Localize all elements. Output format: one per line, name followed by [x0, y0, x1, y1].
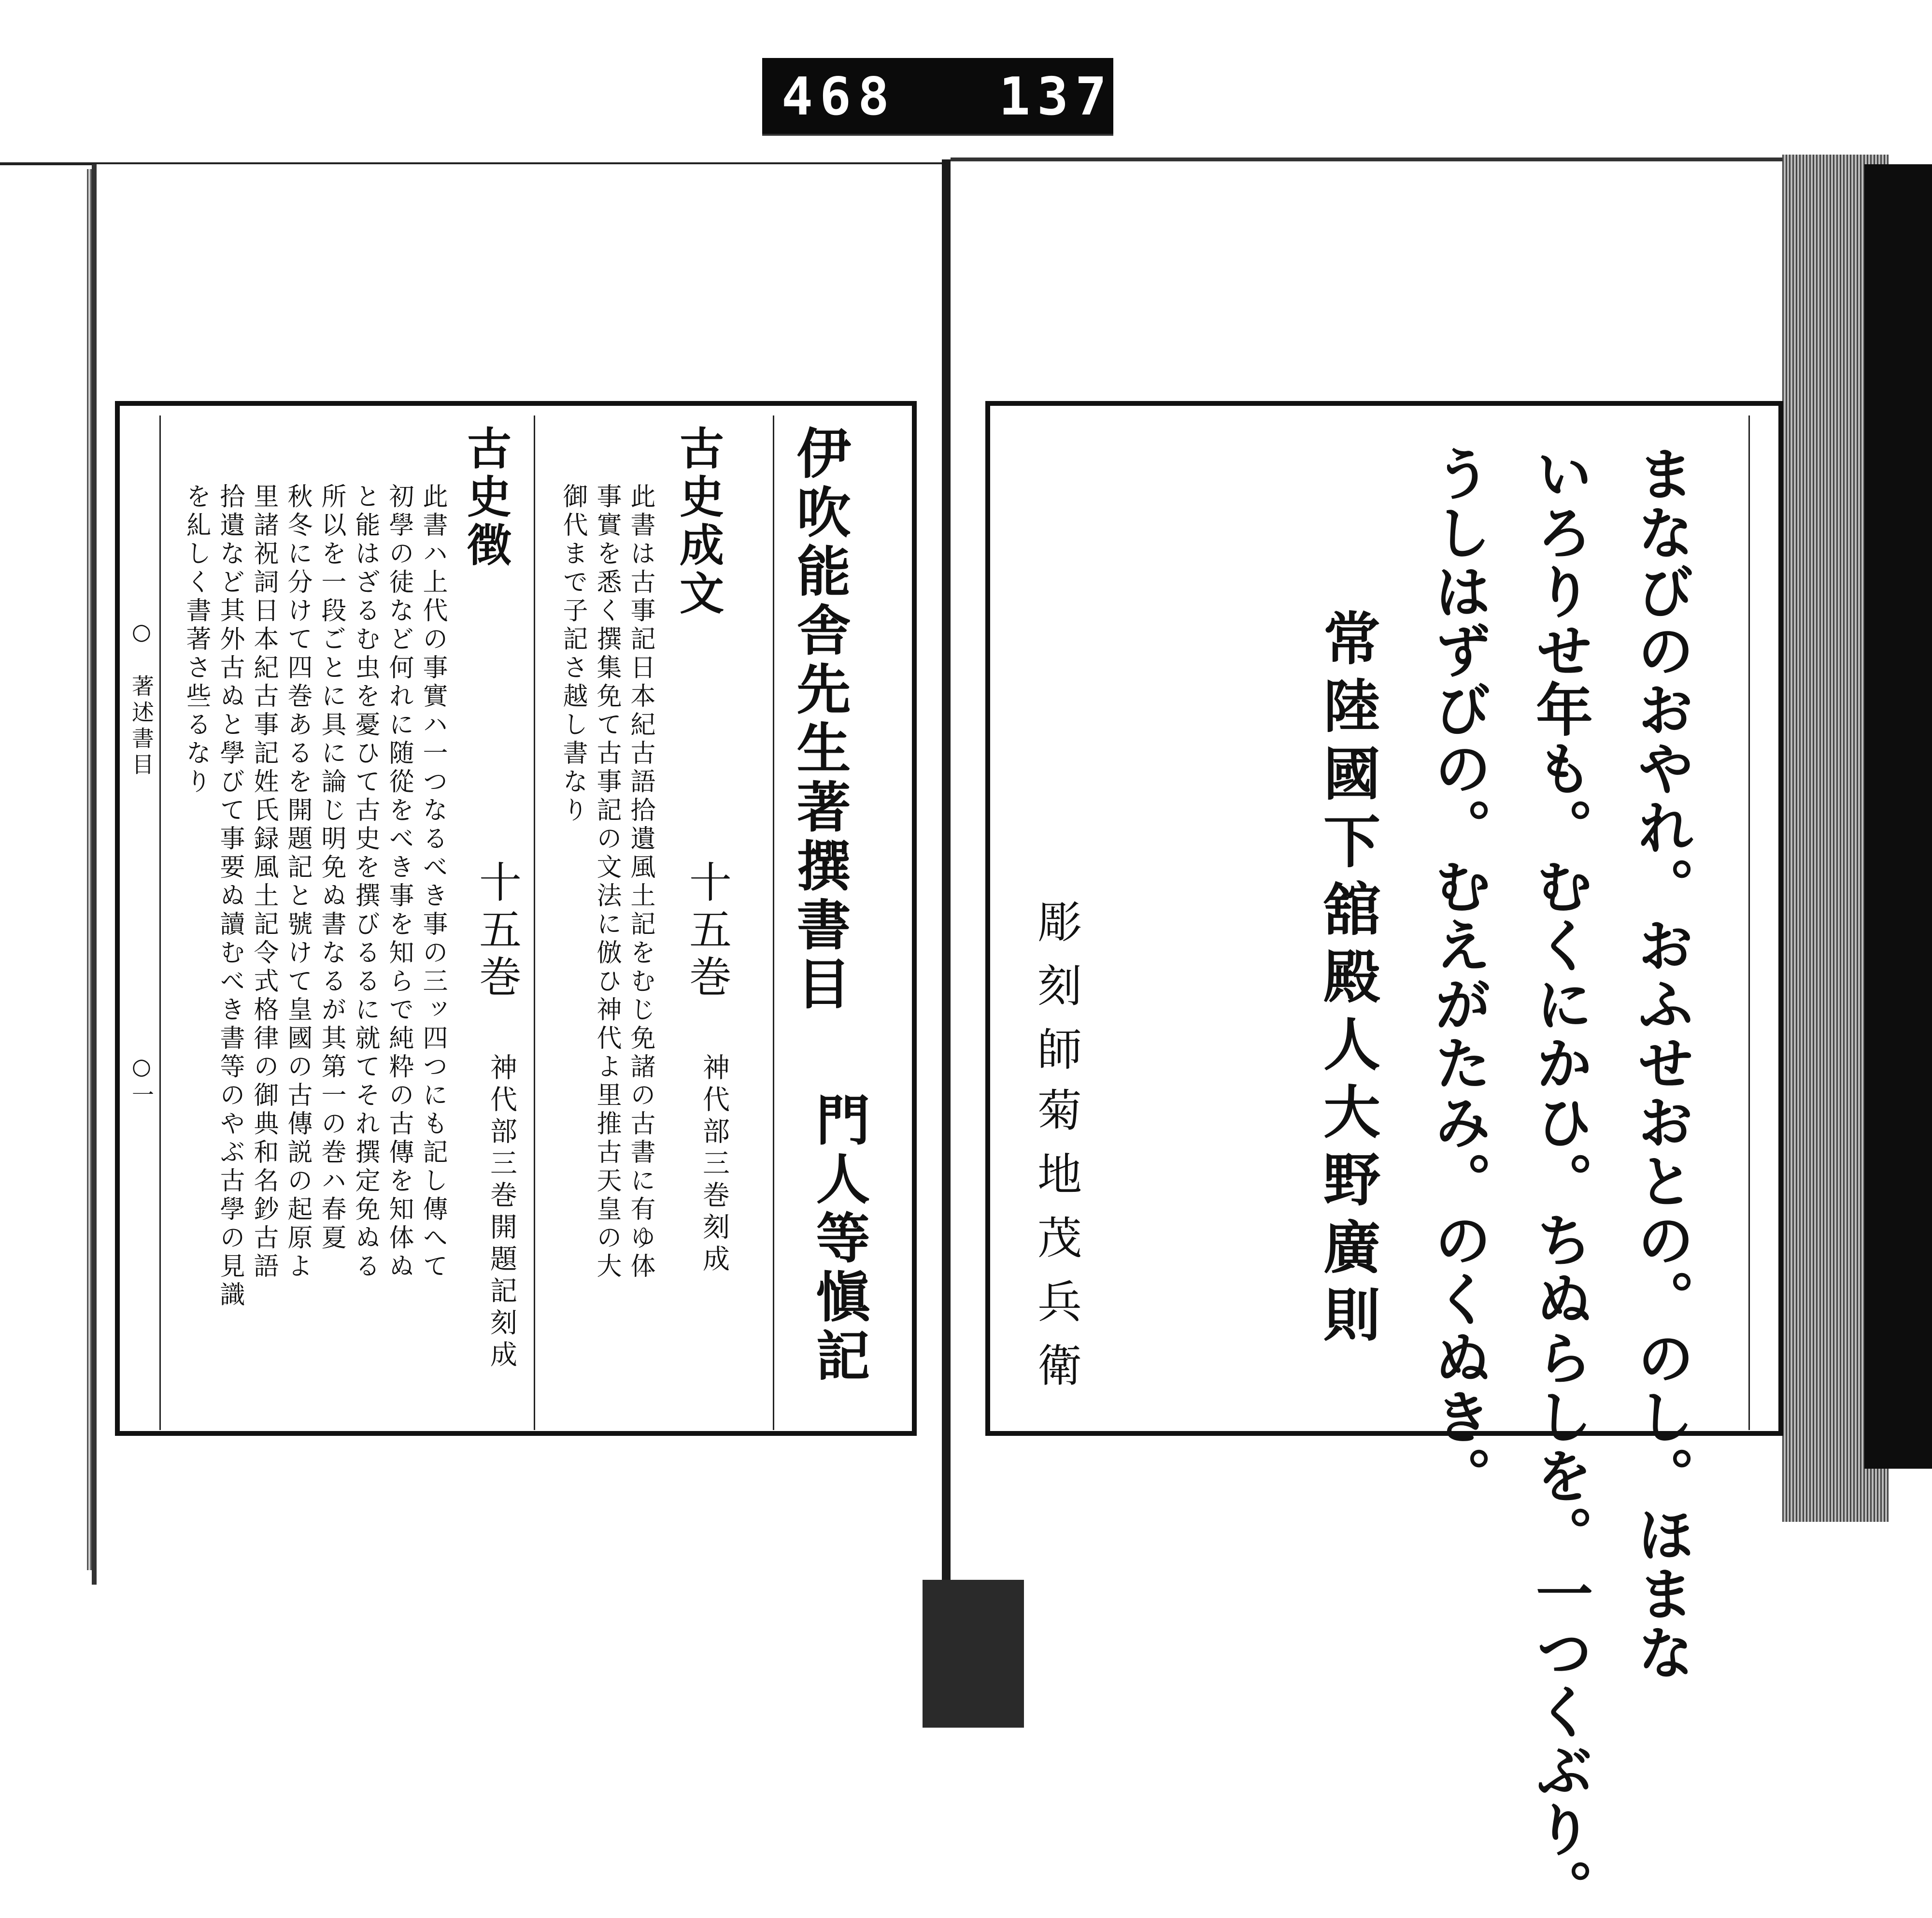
- entry-line: 初學の徒など何れに随從をべき事を知らで純粋の古傳を知体ぬ: [384, 483, 413, 1281]
- entry-line: 里諸祝詞日本紀古事記姓氏録風土記令式格律の御典和名鈔古語: [249, 483, 278, 1281]
- entry-note: 神代部三巻開題記刻成: [486, 1053, 517, 1372]
- column-rule: [159, 415, 161, 1430]
- poem-line: うしはずびの。むえがたみ。のくぬき。: [1425, 444, 1492, 1505]
- entry-line: と能はざるむ虫を憂ひて古史を撰びるるに就てそれ撰定免ぬる: [351, 483, 380, 1281]
- column-rule: [773, 415, 774, 1430]
- carver-name: 菊地茂兵衛: [1030, 1087, 1082, 1406]
- fore-edge-shadow: [1864, 164, 1932, 1469]
- call-number-label: [762, 58, 1152, 136]
- entry-line: 御代まで子記さ越し書なり: [558, 483, 587, 825]
- call-number-right: 137.: [999, 67, 1152, 127]
- poem-line: いろりせ年も。むくにかひ。ちぬらしを。一つくぶり。: [1526, 444, 1593, 1918]
- page-title: 伊吹能舎先生著撰書目: [788, 425, 851, 1015]
- entry-line: 拾遺など其外古ぬと學びて事要ぬ讀むべき書等のやぶ古學の見識: [215, 483, 244, 1310]
- entry-line: 秋冬に分けて四巻あるを開題記と號けて皇國の古傳説の起原よ: [283, 483, 312, 1281]
- recorder-credit: 門人等愼記: [807, 1092, 870, 1387]
- entry-title: 古史成文: [672, 425, 724, 618]
- poem-line: まなびのおやれ。おふせおとの。のし。ほまな: [1628, 444, 1695, 1682]
- entry-title: 古史徴: [460, 425, 512, 570]
- entry-line: 事實を悉く撰集免て古事記の文法に倣ひ神代よ里推古天皇の大: [592, 483, 621, 1281]
- entry-note: 神代部三巻刻成: [698, 1053, 730, 1276]
- entry-line: 此書ハ上代の事實ハ一つなるべき事の三ッ四つにも記し傳へて: [418, 483, 447, 1281]
- page-number: ○一: [128, 1053, 155, 1109]
- entry-volumes: 十五巻: [682, 860, 732, 1002]
- entry-line: を糺しく書著さ些るなり: [182, 483, 211, 797]
- margin-heading: ○ 著述書目: [128, 618, 155, 779]
- column-rule: [534, 415, 535, 1430]
- spine-foot: [923, 1580, 1024, 1728]
- call-number-left: 468: [781, 67, 896, 127]
- entry-line: 所以を一段ごとに具に論じ明免ぬ書なるが其第一の巻ハ春夏: [317, 483, 346, 1253]
- poem-author: 常陸國下舘殿人大野廣則: [1314, 609, 1381, 1353]
- book-spine: [942, 159, 951, 1589]
- carver-title: 彫刻師: [1030, 899, 1082, 1090]
- entry-volumes: 十五巻: [472, 860, 522, 1002]
- entry-line: 此書は古事記日本紀古語拾遺風土記をむじ免諸の古書に有ゆ体: [626, 483, 655, 1281]
- column-rule: [1748, 415, 1750, 1430]
